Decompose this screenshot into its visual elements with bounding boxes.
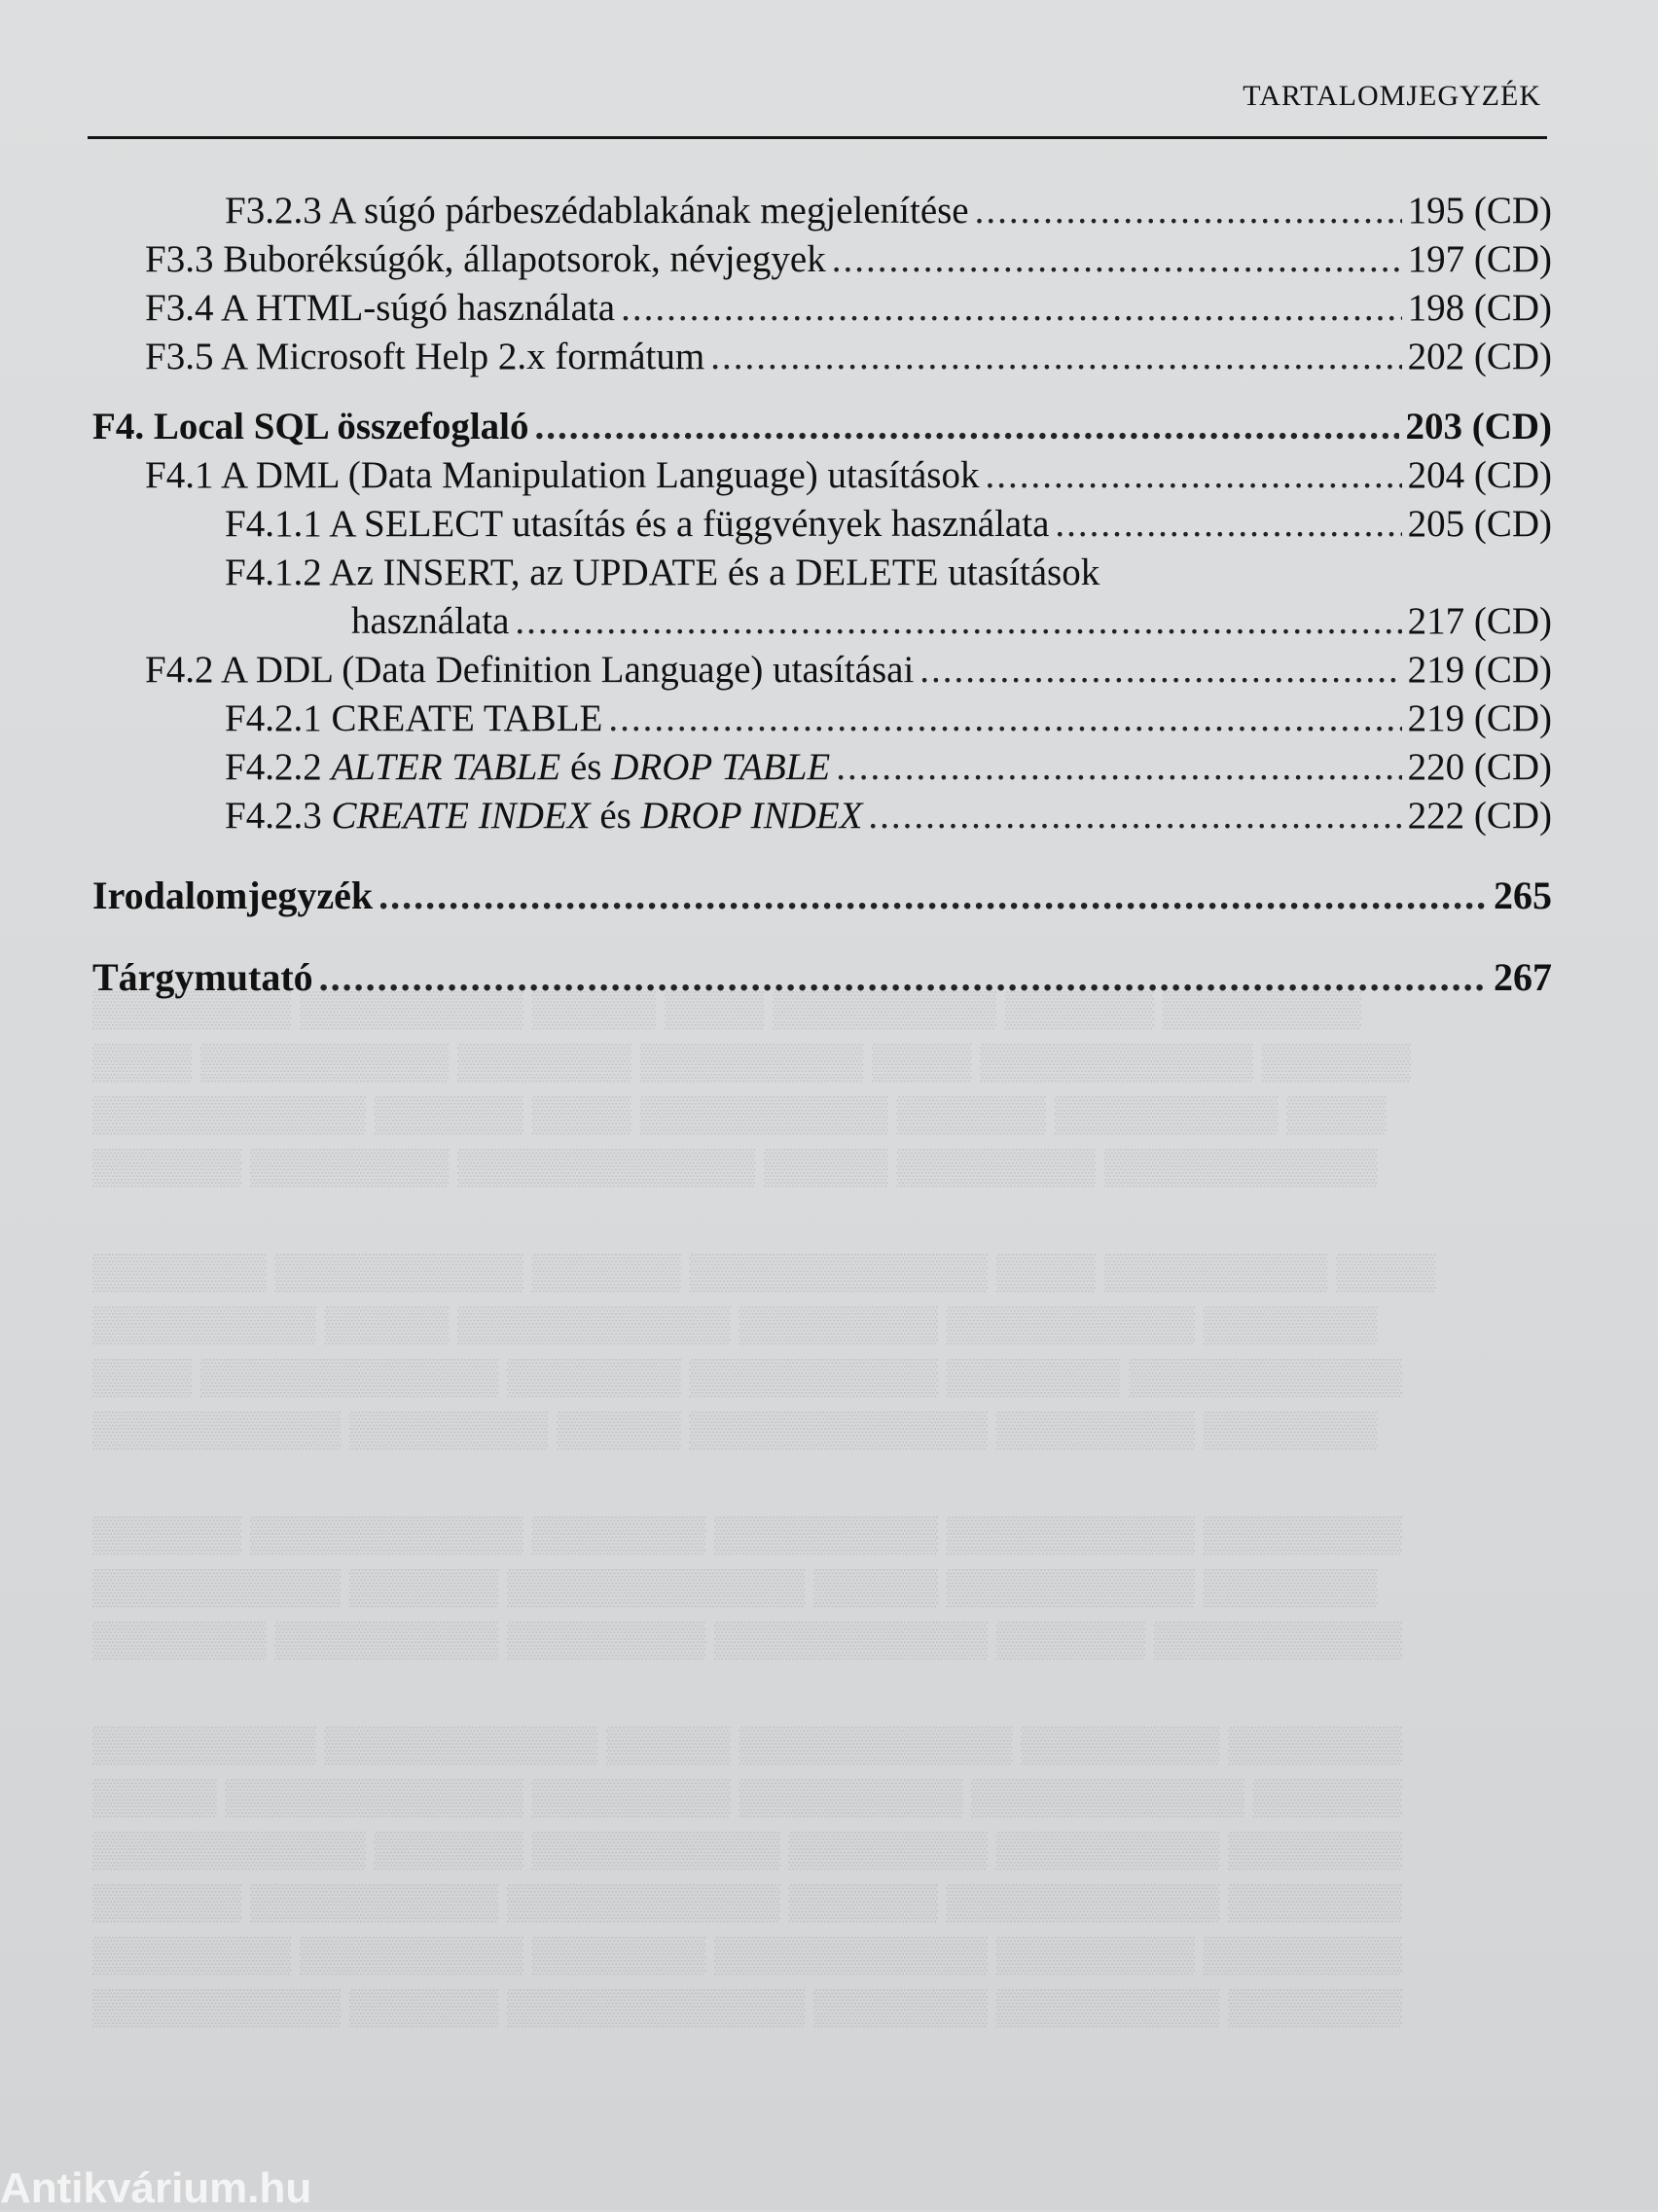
toc-entry-page: 220 (CD) bbox=[1407, 746, 1552, 788]
toc-entry-label-continuation: használata bbox=[351, 600, 510, 642]
toc-entry-page: 195 (CD) bbox=[1407, 190, 1552, 232]
dot-leader bbox=[836, 743, 1401, 792]
dot-leader bbox=[535, 403, 1400, 451]
sql-keyword: DROP TABLE bbox=[611, 746, 831, 788]
toc-entry bbox=[92, 333, 1552, 381]
toc-entry-page: 198 (CD) bbox=[1407, 287, 1552, 329]
toc-chapter-entry bbox=[92, 870, 1552, 922]
dot-leader bbox=[986, 451, 1402, 500]
toc-entry bbox=[92, 451, 1552, 500]
dot-leader bbox=[919, 646, 1401, 695]
toc-entry-page: 203 (CD) bbox=[1405, 406, 1552, 447]
toc-entry-page: 204 (CD) bbox=[1407, 454, 1552, 496]
toc-entry-page: 222 (CD) bbox=[1407, 795, 1552, 837]
toc-entry-label: F4. Local SQL összefoglaló bbox=[92, 406, 529, 447]
toc-entry-page: 267 bbox=[1494, 955, 1552, 999]
toc-entry-page: 219 (CD) bbox=[1407, 697, 1552, 739]
show-through-texture: ▒▒▒▒▒▒▒▒ ▒▒▒▒▒▒▒▒▒ ▒▒▒▒▒ ▒▒▒▒ ▒▒▒▒▒▒▒▒▒ ▒▒▒▒▒▒ ▒▒▒▒▒▒▒▒ ▒▒▒▒ ▒▒▒▒▒▒▒▒▒▒ ▒▒▒▒▒▒▒ ▒▒▒▒▒▒▒▒▒ ▒▒▒▒ ▒▒▒▒▒▒▒▒▒▒▒ ▒▒▒▒▒▒ ▒▒▒▒▒▒▒▒▒▒▒ ▒▒▒▒▒▒ ▒▒▒▒ ▒▒▒▒▒▒▒▒▒▒ ▒▒▒▒▒▒ ▒▒▒▒▒▒▒▒▒ ▒▒▒▒ ▒▒▒▒▒▒ ▒▒▒▒▒▒▒▒ ▒▒▒▒▒▒▒▒▒▒▒▒ ▒▒▒▒▒ ▒▒▒▒▒▒▒▒ ▒▒▒▒▒▒▒▒▒▒▒ ▒▒▒▒▒▒▒ ▒▒▒▒▒▒▒▒▒▒ ▒▒▒▒▒▒ ▒▒▒▒▒▒▒▒▒▒▒▒ ▒▒▒▒ ▒▒▒▒▒▒▒▒▒ ▒▒▒▒ ▒▒▒▒▒▒▒▒▒ ▒▒▒▒▒ ▒▒▒▒▒▒▒▒▒▒▒ ▒▒▒▒▒▒▒▒ ▒▒▒▒▒▒▒▒▒▒ ▒▒▒▒▒▒▒ ▒▒▒▒ ▒▒▒▒▒▒▒▒▒▒▒▒ ▒▒▒▒▒▒▒ ▒▒▒▒▒▒▒▒▒▒ ▒▒▒▒▒▒▒ ▒▒▒▒▒▒▒▒▒▒▒ ▒▒▒▒▒▒▒▒▒▒ ▒▒▒▒▒▒▒▒ ▒▒▒▒▒ ▒▒▒▒▒▒▒▒▒▒▒▒ ▒▒▒▒▒▒▒▒ ▒▒▒▒▒▒▒ ▒▒▒▒▒▒ ▒▒▒▒▒▒▒▒▒▒▒ ▒▒▒▒▒▒▒ ▒▒▒▒▒▒▒▒▒ ▒▒▒▒▒▒▒▒▒▒ ▒▒▒▒▒▒▒▒ ▒▒▒▒▒▒▒▒▒▒ ▒▒▒▒▒▒ ▒▒▒▒▒▒▒▒▒▒▒▒ ▒▒▒▒▒ ▒▒▒▒▒▒▒▒▒▒ ▒▒▒▒▒▒▒ ▒▒▒▒▒▒▒ ▒▒▒▒▒▒▒▒▒ ▒▒▒▒▒▒▒▒ ▒▒▒▒▒▒▒▒▒▒▒ ▒▒▒▒▒▒ ▒▒▒▒▒▒▒▒▒▒ ▒▒▒▒▒▒▒▒▒ ▒▒▒▒▒▒▒▒▒▒▒ ▒▒▒▒▒ ▒▒▒▒▒▒▒▒▒▒▒ ▒▒▒▒▒▒▒▒ ▒▒▒▒▒▒▒ ▒▒▒▒▒ ▒▒▒▒▒▒▒▒▒▒▒▒ ▒▒▒▒▒▒▒▒ ▒▒▒▒▒▒▒▒▒ ▒▒▒▒▒▒▒▒▒▒▒ ▒▒▒▒▒▒ ▒▒▒▒▒▒▒▒▒▒▒ ▒▒▒▒▒▒ ▒▒▒▒▒▒▒▒▒▒ ▒▒▒▒▒▒▒▒ ▒▒▒▒▒▒▒▒▒ ▒▒▒▒▒▒▒ ▒▒▒▒▒▒ ▒▒▒▒▒▒▒▒▒▒ ▒▒▒▒▒▒▒▒▒▒▒ ▒▒▒▒▒▒ ▒▒▒▒▒▒▒▒▒▒▒ ▒▒▒▒▒▒▒ ▒▒▒▒▒▒▒▒ ▒▒▒▒▒▒▒▒▒ ▒▒▒▒▒▒▒ ▒▒▒▒▒▒▒▒▒▒▒ ▒▒▒▒▒▒▒▒ ▒▒▒▒▒▒▒▒ ▒▒▒▒▒▒▒▒▒▒ ▒▒▒▒▒▒ ▒▒▒▒▒▒▒▒▒▒▒▒ ▒▒▒▒▒▒▒ ▒▒▒▒▒▒▒▒▒ ▒▒▒▒▒▒▒ bbox=[92, 989, 1436, 2026]
toc-entry-page: 202 (CD) bbox=[1407, 336, 1552, 377]
toc-entry-continuation bbox=[92, 597, 1552, 646]
sql-keyword: CREATE INDEX bbox=[331, 795, 591, 837]
site-watermark: Antikvárium.hu bbox=[0, 2164, 312, 2212]
table-of-contents bbox=[92, 187, 1552, 1004]
dot-leader bbox=[710, 333, 1401, 381]
toc-entry-label: F4.1.2 Az INSERT, az UPDATE és a DELETE utasítások bbox=[225, 552, 1100, 593]
toc-chapter-entry bbox=[92, 403, 1552, 451]
dot-leader bbox=[608, 695, 1401, 743]
toc-entry-page: 197 (CD) bbox=[1407, 238, 1552, 280]
toc-entry-page: 217 (CD) bbox=[1407, 600, 1552, 642]
toc-entry bbox=[92, 792, 1552, 840]
header-rule bbox=[88, 136, 1547, 139]
dot-leader bbox=[515, 597, 1401, 646]
dot-leader bbox=[975, 187, 1402, 235]
toc-entry-page: 205 (CD) bbox=[1407, 503, 1552, 545]
toc-entry-label: F4.1 A DML (Data Manipulation Language) utasítások bbox=[145, 454, 980, 496]
toc-entry bbox=[92, 284, 1552, 333]
toc-entry bbox=[92, 743, 1552, 792]
toc-entry bbox=[92, 235, 1552, 284]
sql-keyword: ALTER TABLE bbox=[331, 746, 561, 788]
dot-leader bbox=[378, 870, 1488, 922]
dot-leader bbox=[621, 284, 1401, 333]
toc-entry-page: 219 (CD) bbox=[1407, 649, 1552, 691]
conjunction: és bbox=[590, 795, 641, 837]
conjunction: és bbox=[560, 746, 612, 788]
toc-entry bbox=[92, 646, 1552, 695]
toc-entry-label: F3.5 A Microsoft Help 2.x formátum bbox=[145, 336, 705, 377]
toc-entry-label: F4.2.1 CREATE TABLE bbox=[225, 697, 603, 739]
toc-entry bbox=[92, 695, 1552, 743]
toc-entry-label: F4.2 A DDL (Data Definition Language) utasításai bbox=[145, 649, 915, 691]
toc-entry-label: F3.2.3 A súgó párbeszédablakának megjelenítése bbox=[225, 190, 969, 232]
toc-entry-label bbox=[225, 792, 862, 840]
toc-entry-label: F3.3 Buboréksúgók, állapotsorok, névjegyek bbox=[145, 238, 826, 280]
toc-entry-label: Irodalomjegyzék bbox=[92, 874, 374, 917]
toc-entry-label: F3.4 A HTML-súgó használata bbox=[145, 287, 616, 329]
running-head: TARTALOMJEGYZÉK bbox=[1243, 80, 1541, 112]
toc-entry bbox=[92, 500, 1552, 549]
dot-leader bbox=[868, 792, 1401, 840]
toc-entry-label bbox=[225, 743, 830, 792]
section-number: F4.2.2 bbox=[225, 746, 332, 788]
toc-entry-label: F4.1.1 A SELECT utasítás és a függvények használata bbox=[225, 503, 1050, 545]
toc-entry-page: 265 bbox=[1494, 874, 1552, 917]
section-number: F4.2.3 bbox=[225, 795, 332, 837]
dot-leader bbox=[1055, 500, 1401, 549]
dot-leader bbox=[832, 235, 1402, 284]
sql-keyword: DROP INDEX bbox=[640, 795, 863, 837]
toc-entry-label: Tárgymutató bbox=[92, 955, 313, 999]
toc-entry bbox=[92, 187, 1552, 235]
